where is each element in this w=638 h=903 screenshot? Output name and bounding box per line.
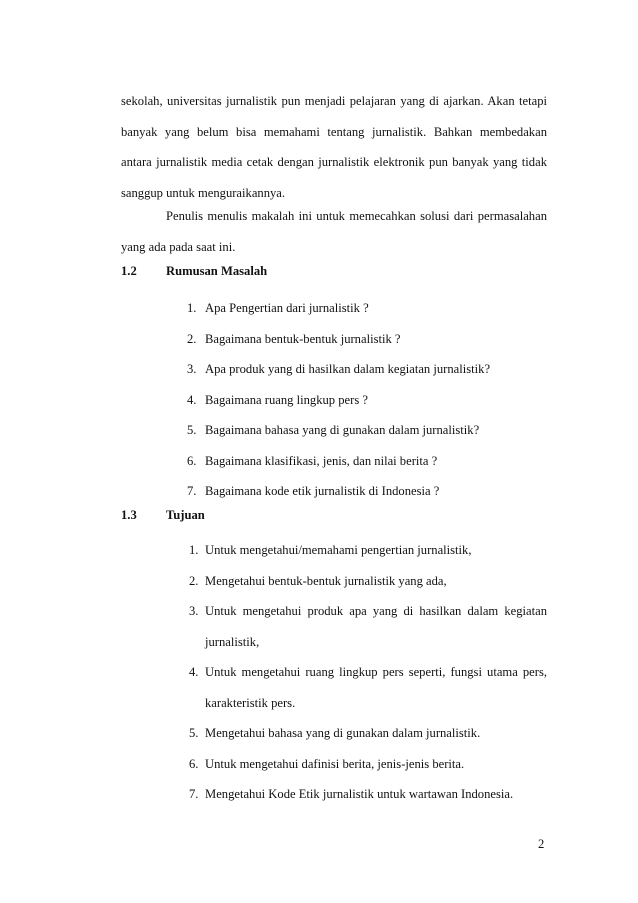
list-item-text: Mengetahui Kode Etik jurnalistik untuk wartawan Indonesia.	[205, 787, 514, 801]
intro-line: sekolah, universitas jurnalistik pun menjadi pelajaran yang di ajarkan. Akan tetapi	[121, 94, 547, 108]
list-item-number: 6.	[189, 756, 199, 771]
list-item	[189, 596, 547, 657]
rumusan-list	[187, 293, 547, 507]
list-item-text: Untuk mengetahui ruang lingkup pers seperti, fungsi utama pers,	[205, 665, 547, 679]
list-item-text: Apa Pengertian dari jurnalistik ?	[205, 301, 369, 315]
list-item-number: 5.	[189, 726, 199, 740]
list-item	[187, 385, 547, 416]
list-item-text: Apa produk yang di hasilkan dalam kegiatan jurnalistik?	[205, 362, 491, 376]
list-item-number: 4.	[189, 665, 199, 679]
list-item-number: 4.	[187, 392, 197, 407]
list-item	[189, 779, 547, 810]
list-item-continuation: jurnalistik,	[205, 634, 260, 649]
list-item-number: 5.	[187, 423, 197, 437]
list-item	[189, 566, 547, 597]
list-item-text: Bagaimana bahasa yang di gunakan dalam jurnalistik?	[205, 423, 480, 437]
list-item-number: 1.	[189, 543, 199, 557]
list-item	[189, 535, 547, 566]
section-number: 1.3	[121, 508, 137, 522]
list-item-number: 1.	[187, 301, 197, 315]
tujuan-list	[189, 535, 547, 810]
list-item-continuation: karakteristik pers.	[205, 695, 296, 710]
list-item-text: Bagaimana bentuk-bentuk jurnalistik ?	[205, 331, 401, 346]
list-item-number: 7.	[187, 484, 197, 498]
list-item	[187, 476, 547, 507]
purpose-paragraph	[121, 201, 547, 262]
intro-paragraph	[121, 86, 547, 208]
list-item-text: Bagaimana kode etik jurnalistik di Indonesia ?	[205, 484, 440, 498]
intro-line: banyak yang belum bisa memahami tentang jurnalistik. Bahkan membedakan	[121, 124, 547, 139]
purpose-line: Penulis menulis makalah ini untuk memecahkan solusi dari permasalahan	[166, 209, 547, 223]
list-item	[187, 415, 547, 446]
list-item-text: Mengetahui bahasa yang di gunakan dalam jurnalistik.	[205, 726, 481, 740]
list-item-number: 2.	[189, 573, 199, 588]
list-item	[189, 657, 547, 718]
list-item-text: Untuk mengetahui dafinisi berita, jenis-jenis berita.	[205, 756, 465, 771]
list-item-text: Untuk mengetahui produk apa yang di hasilkan dalam kegiatan	[205, 604, 547, 618]
list-item	[189, 749, 547, 780]
list-item	[187, 324, 547, 355]
list-item-text: Bagaimana ruang lingkup pers ?	[205, 392, 368, 407]
list-item-text: Mengetahui bentuk-bentuk jurnalistik yang ada,	[205, 573, 447, 588]
section-title: Tujuan	[166, 508, 205, 522]
intro-line: sanggup untuk menguraikannya.	[121, 185, 286, 200]
list-item-number: 3.	[187, 362, 197, 376]
list-item	[187, 354, 547, 385]
intro-line: antara jurnalistik media cetak dengan jurnalistik elektronik pun banyak yang tidak	[121, 155, 547, 169]
list-item-number: 7.	[189, 787, 199, 801]
section-number: 1.2	[121, 264, 137, 278]
list-item-number: 2.	[187, 331, 197, 346]
list-item-number: 3.	[189, 604, 199, 618]
purpose-line: yang ada pada saat ini.	[121, 239, 236, 254]
list-item	[187, 293, 547, 324]
list-item-text: Bagaimana klasifikasi, jenis, dan nilai berita ?	[205, 453, 438, 468]
section-title: Rumusan Masalah	[166, 264, 268, 278]
list-item-number: 6.	[187, 453, 197, 468]
list-item	[187, 446, 547, 477]
page-number: 2	[538, 837, 545, 851]
list-item	[189, 718, 547, 749]
list-item-text: Untuk mengetahui/memahami pengertian jurnalistik,	[205, 543, 472, 557]
